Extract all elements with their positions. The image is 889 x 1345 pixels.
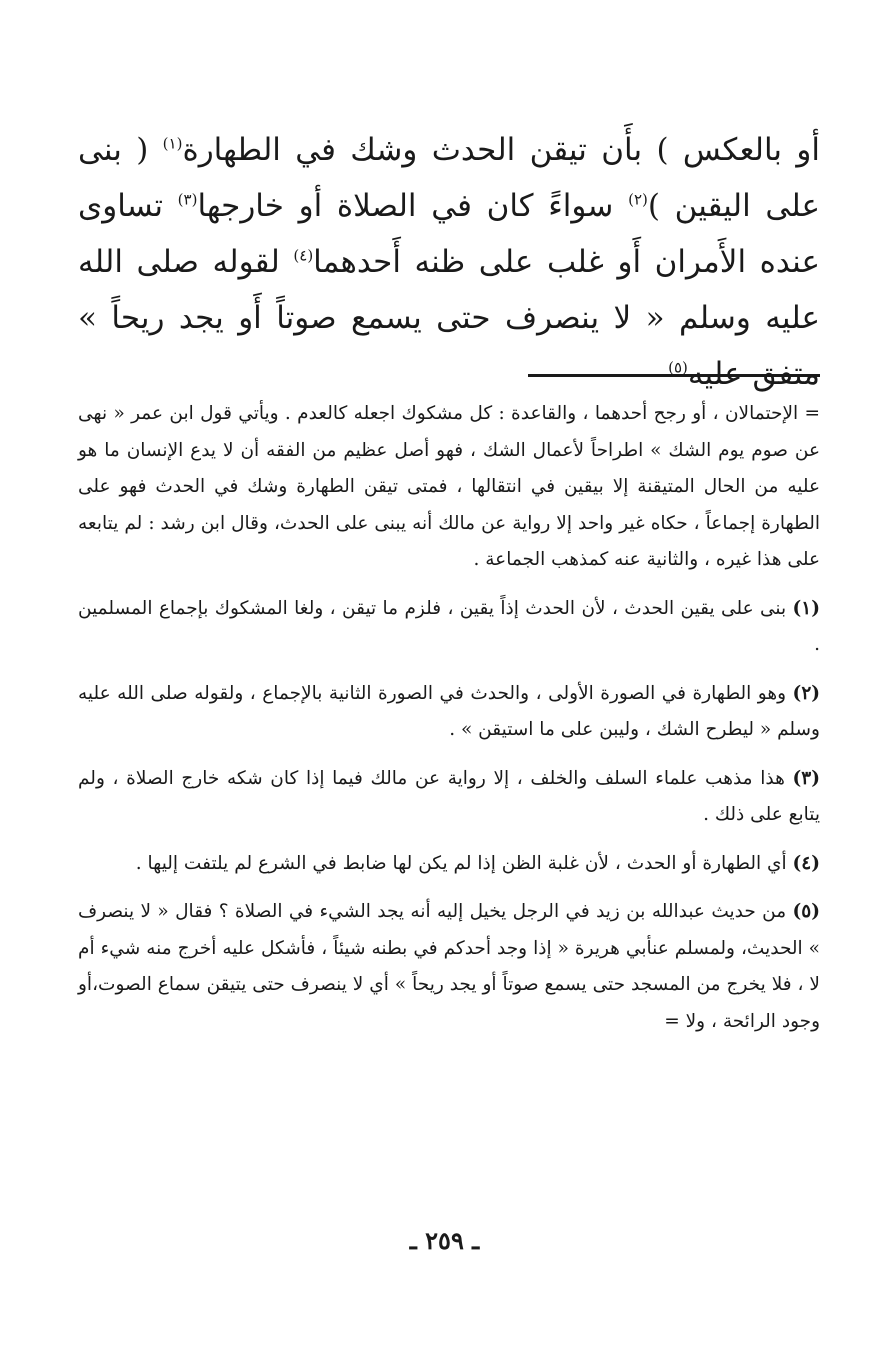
footnote-text: بنى على يقين الحدث ، لأن الحدث إذاً يقين ، فلزم ما تيقن ، ولغا المشكوك بإجماع المسلمين . xyxy=(78,597,820,655)
footnote-1 xyxy=(78,591,820,664)
main-text xyxy=(78,122,820,402)
footnote-ref-2: (٢) xyxy=(628,190,648,209)
main-paragraph xyxy=(78,122,820,402)
main-text-segment: لقوله صلى الله عليه وسلم « لا ينصرف حتى يسمع صوتاً أَو يجد ريحاً » متفق عليه xyxy=(78,244,820,392)
footnote-number: (٥) xyxy=(792,901,820,922)
footnote-2 xyxy=(78,676,820,749)
footnote-continuation: = الإحتمالان ، أو رجح أحدهما ، والقاعدة : كل مشكوك اجعله كالعدم . ويأتي قول ابن عمر « نهى عن صوم يوم الشك » اطراحاً لأعمال الشك ، فهو أصل عظيم من الفقه أن لا يدع الإنسان ما هو عليه من الحال المتيقنة إلا بيقين في انتقالها ، فمتى تيقن الطهارة وشك في الحدث فهو على الطهارة إجماعاً ، حكاه غير واحد إلا رواية عن مالك أنه يبنى على الحدث، وقال ابن رشد : لم يتابعه على هذا غيره ، والثانية عنه كمذهب الجماعة . xyxy=(78,403,820,570)
footnote-text: هذا مذهب علماء السلف والخلف ، إلا رواية عن مالك فيما إذا كان شكه خارج الصلاة ، ولم يتابع على ذلك . xyxy=(78,767,820,825)
main-text-segment: سواءً كان في الصلاة أو خارجها xyxy=(197,188,614,224)
footnote-number: (١) xyxy=(792,597,820,619)
footnote-ref-5: (٥) xyxy=(668,358,688,377)
footnote-text: من حديث عبدالله بن زيد في الرجل يخيل إليه أنه يجد الشيء في الصلاة ؟ فقال « لا ينصرف » الحديث، ولمسلم عنأبي هريرة « إذا وجد أحدكم في بطنه شيئاً ، فأشكل عليه أخرج منه شيء أم لا ، فلا يخرج من المسجد حتى يسمع صوتاً أو يجد ريحاً » أي لا ينصرف حتى يتيقن سماع الصوت،أو وجود الرائحة ، ولا = xyxy=(78,901,820,1032)
footnote-ref-3: (٣) xyxy=(177,190,198,209)
footnote-text: أي الطهارة أو الحدث ، لأن غلبة الظن إذا لم يكن لها ضابط في الشرع لم يلتفت إليها . xyxy=(135,852,787,874)
footnotes xyxy=(78,396,820,1052)
main-text-segment: تساوى عنده الأَمران أَو غلب على ظنه أَحدهما xyxy=(78,188,821,280)
main-text-segment: ( بنى على اليقين ) xyxy=(78,132,820,224)
footnote-separator xyxy=(528,374,820,377)
footnote-ref-1: (١) xyxy=(162,134,183,153)
page-number: ـ ٢٥٩ ـ xyxy=(409,1226,480,1255)
footnote-number: (٤) xyxy=(792,852,820,874)
footnote-ref-4: (٤) xyxy=(293,246,314,265)
footnote-5 xyxy=(78,894,820,1040)
main-text-segment: أو بالعكس ) بأَن تيقن الحدث وشك في الطهارة xyxy=(182,132,820,168)
footnote-4 xyxy=(78,846,820,883)
footnote-number: (٢) xyxy=(792,682,821,704)
footnote-number: (٣) xyxy=(792,767,820,789)
footnote-text: وهو الطهارة في الصورة الأولى ، والحدث في الصورة الثانية بالإجماع ، ولقوله صلى الله عليه وسلم « ليطرح الشك ، وليبن على ما استيقن » . xyxy=(78,682,820,740)
footnote-3 xyxy=(78,761,820,834)
